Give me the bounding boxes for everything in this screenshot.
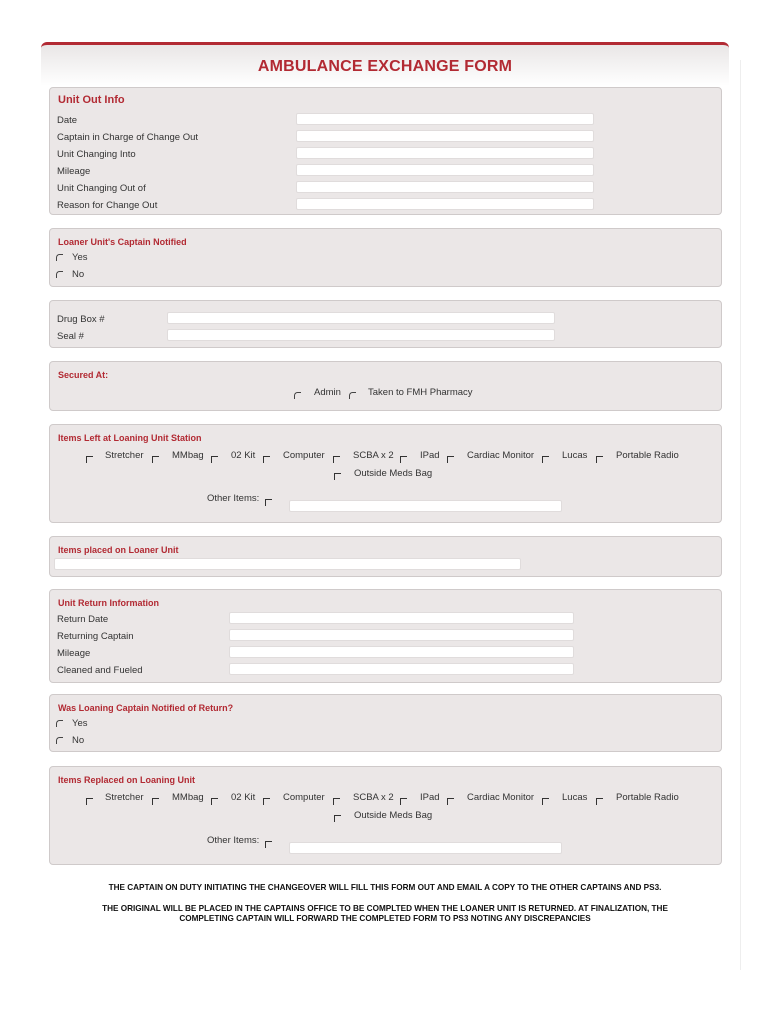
loaner-no-label: No	[72, 269, 85, 280]
items-replaced-scba-label: SCBA x 2	[353, 792, 394, 803]
unit-out-section	[49, 87, 722, 215]
items-replaced-computer-checkbox[interactable]	[263, 798, 270, 805]
items-placed-field[interactable]	[54, 558, 521, 570]
unit-out-heading: Unit Out Info	[58, 94, 125, 106]
unit-changing-into-label: Unit Changing Into	[57, 149, 136, 160]
returning-captain-field[interactable]	[229, 629, 574, 641]
items-replaced-radio-checkbox[interactable]	[596, 798, 603, 805]
items-left-02kit-label: 02 Kit	[231, 450, 256, 461]
items-replaced-mmbag-label: MMbag	[172, 792, 204, 803]
drug-box-section	[49, 300, 722, 348]
loaner-yes-radio[interactable]	[56, 254, 63, 261]
loaner-notified-heading: Loaner Unit's Captain Notified	[58, 237, 187, 247]
unit-changing-out-label: Unit Changing Out of	[57, 183, 146, 194]
mileage-field[interactable]	[296, 164, 594, 176]
items-left-lucas-checkbox[interactable]	[542, 456, 549, 463]
cleaned-fueled-label: Cleaned and Fueled	[57, 665, 143, 676]
items-replaced-02kit-label: 02 Kit	[231, 792, 256, 803]
admin-label: Admin	[314, 387, 341, 398]
secured-at-heading: Secured At:	[58, 370, 109, 380]
items-left-other-label: Other Items:	[207, 493, 260, 504]
secured-at-section	[49, 361, 722, 411]
return-date-field[interactable]	[229, 612, 574, 624]
return-no-radio[interactable]	[56, 737, 63, 744]
page-edge	[740, 60, 741, 970]
items-replaced-outside-meds-checkbox[interactable]	[334, 815, 341, 822]
items-replaced-ipad-checkbox[interactable]	[400, 798, 407, 805]
items-replaced-cardiac-checkbox[interactable]	[447, 798, 454, 805]
items-replaced-ipad-label: IPad	[420, 792, 440, 803]
items-left-stretcher-label: Stretcher	[105, 450, 144, 461]
items-replaced-heading: Items Replaced on Loaning Unit	[58, 775, 196, 785]
items-left-other-field[interactable]	[289, 500, 562, 512]
loaner-yes-label: Yes	[72, 252, 88, 263]
items-placed-section	[49, 536, 722, 577]
reason-field[interactable]	[296, 198, 594, 210]
items-left-outside-meds-checkbox[interactable]	[334, 473, 341, 480]
items-replaced-02kit-checkbox[interactable]	[211, 798, 218, 805]
return-mileage-field[interactable]	[229, 646, 574, 658]
items-replaced-other-checkbox[interactable]	[265, 841, 272, 848]
items-replaced-stretcher-checkbox[interactable]	[86, 798, 93, 805]
loaner-notified-section	[49, 228, 722, 287]
items-left-radio-checkbox[interactable]	[596, 456, 603, 463]
items-replaced-lucas-label: Lucas	[562, 792, 588, 803]
seal-label: Seal #	[57, 331, 84, 342]
items-left-mmbag-label: MMbag	[172, 450, 204, 461]
cleaned-fueled-field[interactable]	[229, 663, 574, 675]
items-replaced-other-label: Other Items:	[207, 835, 260, 846]
return-yes-label: Yes	[72, 718, 88, 729]
seal-field[interactable]	[167, 329, 555, 341]
unit-changing-out-field[interactable]	[296, 181, 594, 193]
items-left-stretcher-checkbox[interactable]	[86, 456, 93, 463]
items-replaced-other-field[interactable]	[289, 842, 562, 854]
date-label: Date	[57, 115, 78, 126]
form-page	[41, 42, 729, 972]
items-left-ipad-checkbox[interactable]	[400, 456, 407, 463]
items-placed-heading: Items placed on Loaner Unit	[58, 545, 179, 555]
items-left-radio-label: Portable Radio	[616, 450, 679, 461]
items-left-ipad-label: IPad	[420, 450, 440, 461]
footer-line-2: THE ORIGINAL WILL BE PLACED IN THE CAPTAINS OFFICE TO BE COMPLTED WHEN THE LOANER UNIT IS RETURNED. AT FINALIZATION, THE	[102, 904, 668, 913]
admin-radio[interactable]	[294, 392, 301, 399]
items-replaced-lucas-checkbox[interactable]	[542, 798, 549, 805]
fmh-pharmacy-label: Taken to FMH Pharmacy	[368, 387, 473, 398]
date-field[interactable]	[296, 113, 594, 125]
return-notified-heading: Was Loaning Captain Notified of Return?	[58, 703, 234, 713]
items-left-lucas-label: Lucas	[562, 450, 588, 461]
items-replaced-outside-meds-label: Outside Meds Bag	[354, 810, 433, 821]
items-replaced-stretcher-label: Stretcher	[105, 792, 144, 803]
footer-line-3: COMPLETING CAPTAIN WILL FORWARD THE COMPLETED FORM TO PS3 NOTING ANY DISCREPANCIES	[179, 914, 591, 923]
items-left-section	[49, 424, 722, 523]
items-left-mmbag-checkbox[interactable]	[152, 456, 159, 463]
return-date-label: Return Date	[57, 614, 109, 625]
loaner-no-radio[interactable]	[56, 271, 63, 278]
return-yes-radio[interactable]	[56, 720, 63, 727]
items-left-cardiac-checkbox[interactable]	[447, 456, 454, 463]
form-title: AMBULANCE EXCHANGE FORM	[257, 58, 513, 75]
items-left-outside-meds-label: Outside Meds Bag	[354, 468, 433, 479]
captain-change-out-field[interactable]	[296, 130, 594, 142]
drug-box-label: Drug Box #	[57, 314, 105, 325]
reason-label: Reason for Change Out	[57, 200, 158, 211]
items-left-scba-label: SCBA x 2	[353, 450, 394, 461]
items-replaced-section	[49, 766, 722, 865]
mileage-label: Mileage	[57, 166, 91, 177]
fmh-pharmacy-radio[interactable]	[349, 392, 356, 399]
items-left-heading: Items Left at Loaning Unit Station	[58, 433, 202, 443]
items-left-computer-label: Computer	[283, 450, 325, 461]
unit-return-section	[49, 589, 722, 683]
drug-box-field[interactable]	[167, 312, 555, 324]
returning-captain-label: Returning Captain	[57, 631, 134, 642]
unit-changing-into-field[interactable]	[296, 147, 594, 159]
return-mileage-label: Mileage	[57, 648, 91, 659]
unit-return-heading: Unit Return Information	[58, 598, 159, 608]
items-left-other-checkbox[interactable]	[265, 499, 272, 506]
return-notified-section	[49, 694, 722, 752]
items-left-computer-checkbox[interactable]	[263, 456, 270, 463]
items-replaced-radio-label: Portable Radio	[616, 792, 679, 803]
items-left-scba-checkbox[interactable]	[333, 456, 340, 463]
items-replaced-mmbag-checkbox[interactable]	[152, 798, 159, 805]
items-left-02kit-checkbox[interactable]	[211, 456, 218, 463]
items-replaced-computer-label: Computer	[283, 792, 325, 803]
items-replaced-cardiac-label: Cardiac Monitor	[467, 792, 535, 803]
items-left-cardiac-label: Cardiac Monitor	[467, 450, 535, 461]
captain-change-out-label: Captain in Charge of Change Out	[57, 132, 199, 143]
items-replaced-scba-checkbox[interactable]	[333, 798, 340, 805]
footer-line-1: THE CAPTAIN ON DUTY INITIATING THE CHANGEOVER WILL FILL THIS FORM OUT AND EMAIL A COPY TO THE OTHER CAPTAINS AND PS3.	[108, 883, 662, 892]
return-no-label: No	[72, 735, 85, 746]
